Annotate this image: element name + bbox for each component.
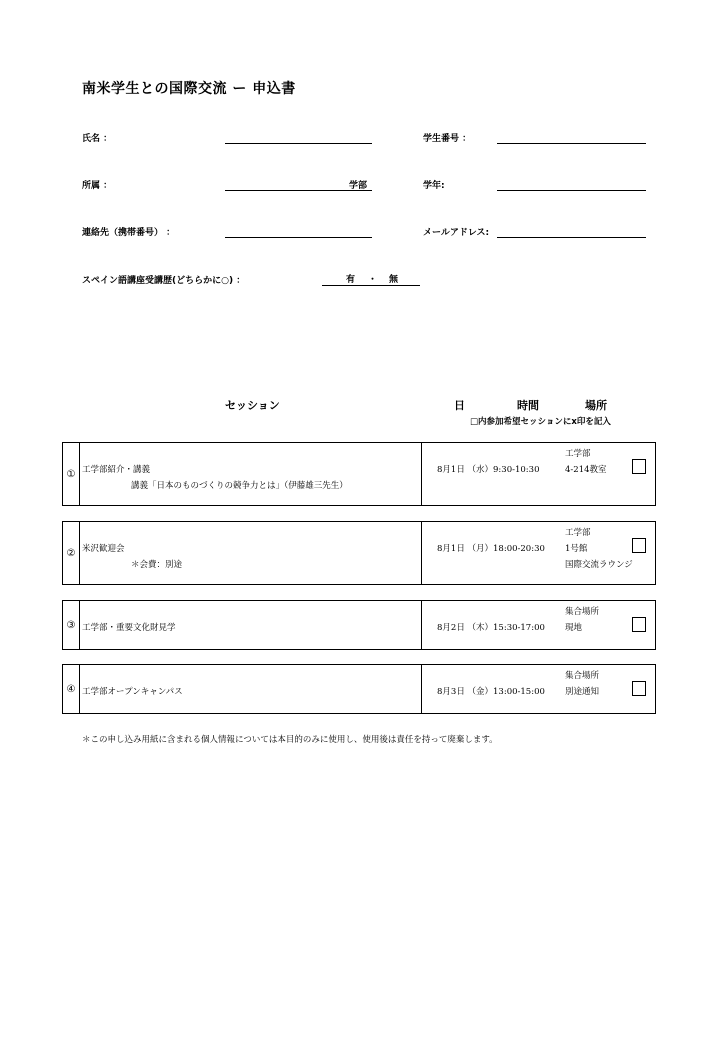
session-title: 工学部・重要文化財見学 bbox=[82, 623, 176, 633]
email-field[interactable] bbox=[497, 237, 646, 238]
session-place-line3: 国際交流ラウンジ bbox=[565, 560, 633, 570]
grade-label: 学年: bbox=[423, 181, 445, 191]
session-place-line1: 工学部 bbox=[565, 528, 591, 538]
session-number: ① bbox=[63, 443, 80, 505]
form-title: 南米学生との国際交流 ー 申込書 bbox=[82, 81, 296, 97]
spanish-yes-option[interactable]: 有 bbox=[346, 275, 356, 285]
column-divider bbox=[421, 665, 422, 713]
session-number: ④ bbox=[63, 665, 80, 713]
name-label: 氏名 ： bbox=[82, 134, 113, 144]
session-subtitle: ＊会費：別途 bbox=[131, 560, 183, 570]
faculty-suffix: 学部 bbox=[349, 181, 368, 191]
session-row bbox=[62, 521, 656, 585]
session-place-line1: 工学部 bbox=[565, 449, 591, 459]
session-number: ② bbox=[63, 522, 80, 584]
session-datetime: 8月1日 （月）18:00-20:30 bbox=[437, 544, 545, 554]
session-title: 工学部紹介・講義 bbox=[82, 465, 151, 475]
header-session: セッション bbox=[225, 399, 280, 412]
session-number: ③ bbox=[63, 601, 80, 649]
session-place-line1: 集合場所 bbox=[565, 607, 600, 617]
session-datetime: 8月1日 （水）9:30-10:30 bbox=[437, 465, 540, 475]
session-checkbox[interactable] bbox=[632, 617, 646, 632]
contact-field[interactable] bbox=[225, 237, 372, 238]
name-field[interactable] bbox=[225, 143, 372, 144]
column-divider bbox=[421, 601, 422, 649]
student-number-label: 学生番号 ： bbox=[423, 134, 472, 144]
header-place: 場所 bbox=[585, 399, 607, 412]
column-divider bbox=[421, 522, 422, 584]
column-divider bbox=[421, 443, 422, 505]
session-datetime: 8月3日 （金）13:00-15:00 bbox=[437, 687, 545, 697]
session-datetime: 8月2日 （木）15:30-17:00 bbox=[437, 623, 545, 633]
session-checkbox[interactable] bbox=[632, 538, 646, 553]
header-time: 時間 bbox=[517, 399, 539, 412]
checkbox-instruction: □内参加希望セッションにx印を記入 bbox=[470, 417, 611, 427]
session-place-line2: 現地 bbox=[565, 623, 583, 633]
session-title: 米沢歓迎会 bbox=[82, 544, 125, 554]
session-place-line2: 4-214教室 bbox=[565, 465, 607, 475]
grade-field[interactable] bbox=[497, 190, 646, 191]
spanish-option-separator: ・ bbox=[368, 275, 378, 285]
session-title: 工学部オープンキャンパス bbox=[82, 687, 183, 697]
session-checkbox[interactable] bbox=[632, 681, 646, 696]
spanish-no-option[interactable]: 無 bbox=[389, 275, 399, 285]
spanish-answer-line bbox=[322, 285, 420, 286]
email-label: メールアドレス: bbox=[423, 228, 490, 238]
session-row bbox=[62, 600, 656, 650]
session-place-line1: 集合場所 bbox=[565, 671, 600, 681]
contact-label: 連絡先（携帯番号） ： bbox=[82, 228, 176, 238]
header-day: 日 bbox=[454, 399, 465, 412]
session-subtitle: 講義「日本のものづくりの競争力とは」（伊藤雄三先生） bbox=[131, 481, 348, 491]
session-place-line2: 別途通知 bbox=[565, 687, 600, 697]
privacy-footnote: ＊この申し込み用紙に含まれる個人情報については本目的のみに使用し、使用後は責任を持って廃棄します。 bbox=[82, 735, 498, 745]
session-place-line2: 1号館 bbox=[565, 544, 588, 554]
session-row bbox=[62, 664, 656, 714]
affiliation-label: 所属 ： bbox=[82, 181, 113, 191]
spanish-course-label: スペイン語講座受講歴(どちらかに○) ： bbox=[82, 276, 246, 286]
session-row bbox=[62, 442, 656, 506]
session-checkbox[interactable] bbox=[632, 459, 646, 474]
student-number-field[interactable] bbox=[497, 143, 646, 144]
